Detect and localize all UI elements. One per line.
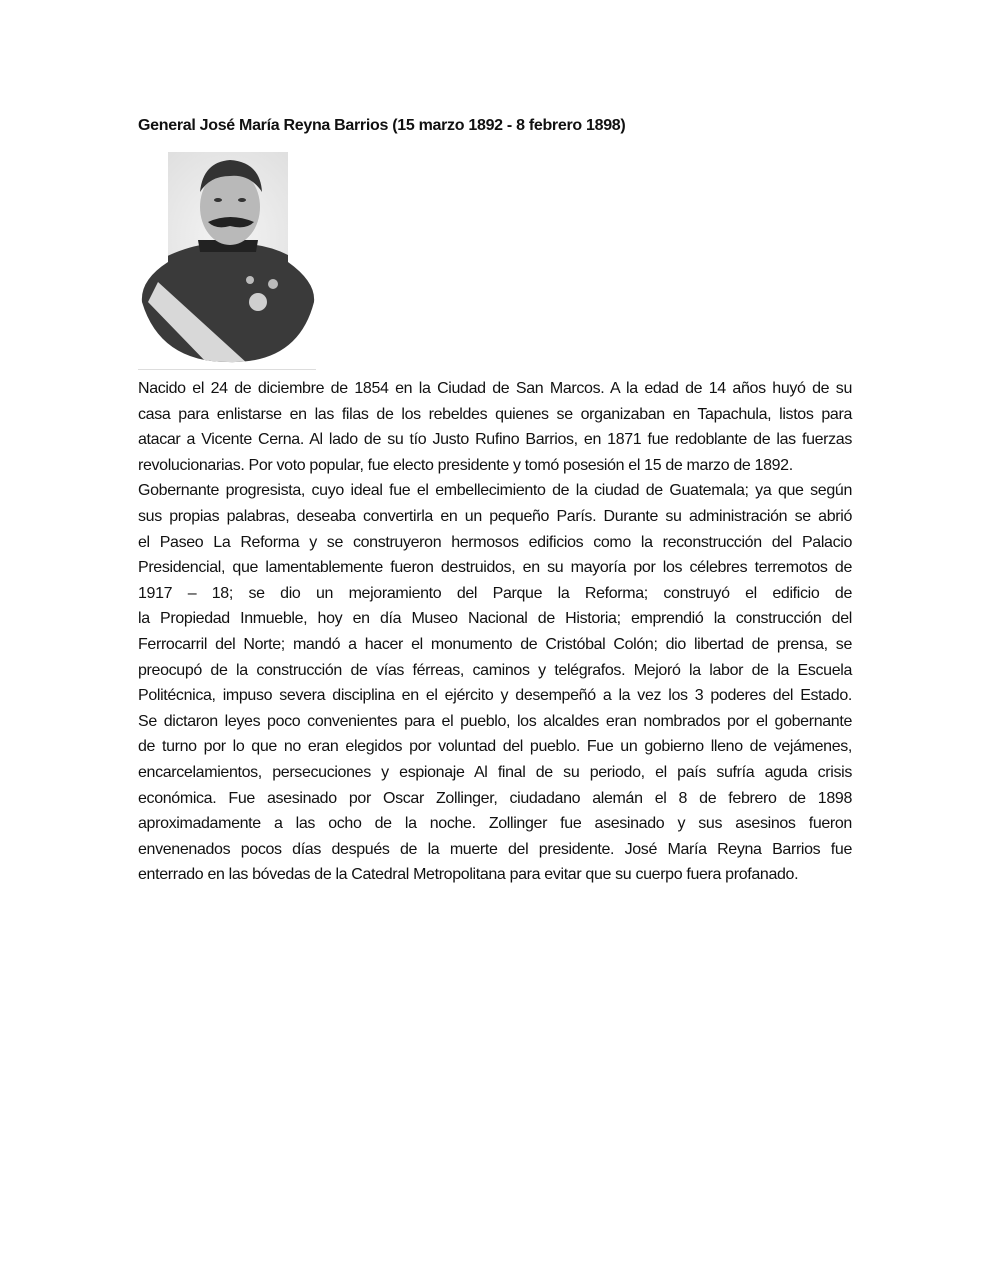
- text-line: encarcelamientos, persecuciones y espionaje Al final de su periodo, el país sufría aguda crisis: [138, 763, 852, 781]
- text-line: Politécnica, impuso severa disciplina en el ejército y desempeñó a la vez los 3 poderes del Estado.: [138, 687, 852, 705]
- text-line: económica. Fue asesinado por Oscar Zollinger, ciudadano alemán el 8 de febrero de 1898: [138, 789, 852, 807]
- text-line: enterrado en las bóvedas de la Catedral Metropolitana para evitar que su cuerpo fuera profanado.: [138, 866, 799, 884]
- text-line: 1917 – 18; se dio un mejoramiento del Parque la Reforma; construyó el edificio de: [138, 584, 852, 602]
- text-line: Ferrocarril del Norte; mandó a hacer el monumento de Cristóbal Colón; dio libertad de prensa, se: [138, 635, 852, 653]
- text-line: aproximadamente a las ocho de la noche. Zollinger fue asesinado y sus asesinos fueron: [138, 815, 852, 833]
- text-line: atacar a Vicente Cerna. Al lado de su tío Justo Rufino Barrios, en 1871 fue redoblante de las fuerzas: [138, 431, 852, 449]
- document-title: General José María Reyna Barrios (15 marzo 1892 - 8 febrero 1898): [138, 117, 626, 134]
- image-divider: [138, 369, 316, 370]
- text-line: Gobernante progresista, cuyo ideal fue el embellecimiento de la ciudad de Guatemala; ya que según: [138, 482, 852, 500]
- text-line: la Propiedad Inmueble, hoy en día Museo Nacional de Historia; emprendió la construcción del: [138, 610, 852, 628]
- text-line: Presidencial, que lamentablemente fueron destruidos, en su mayoría por los célebres terremotos de: [138, 559, 852, 577]
- text-line: Nacido el 24 de diciembre de 1854 en la Ciudad de San Marcos. A la edad de 14 años huyó de su: [138, 380, 852, 397]
- text-line: envenenados pocos días después de la muerte del presidente. José María Reyna Barrios fue: [138, 840, 852, 858]
- text-line: el Paseo La Reforma y se construyeron hermosos edificios como la reconstrucción del Palacio: [138, 533, 852, 551]
- text-line: preocupó de la construcción de vías férreas, caminos y telégrafos. Mejoró la labor de la Escuela: [138, 661, 852, 679]
- text-line: de turno por lo que no eran elegidos por voluntad del pueblo. Fue un gobierno lleno de vejámenes,: [138, 738, 852, 756]
- text-line: sus propias palabras, deseaba convertirla en un pequeño París. Durante su administración se abrió: [138, 507, 852, 525]
- portrait-photo-icon: [138, 152, 318, 364]
- text-line: Se dictaron leyes poco convenientes para el pueblo, los alcaldes eran nombrados por el gobernante: [138, 712, 852, 730]
- biography-text: [138, 376, 852, 888]
- text-line: revolucionarias. Por voto popular, fue electo presidente y tomó posesión el 15 de marzo de 1892.: [138, 456, 793, 474]
- text-line: casa para enlistarse en las filas de los rebeldes quienes se organizaban en Tapachula, listos para: [138, 405, 852, 423]
